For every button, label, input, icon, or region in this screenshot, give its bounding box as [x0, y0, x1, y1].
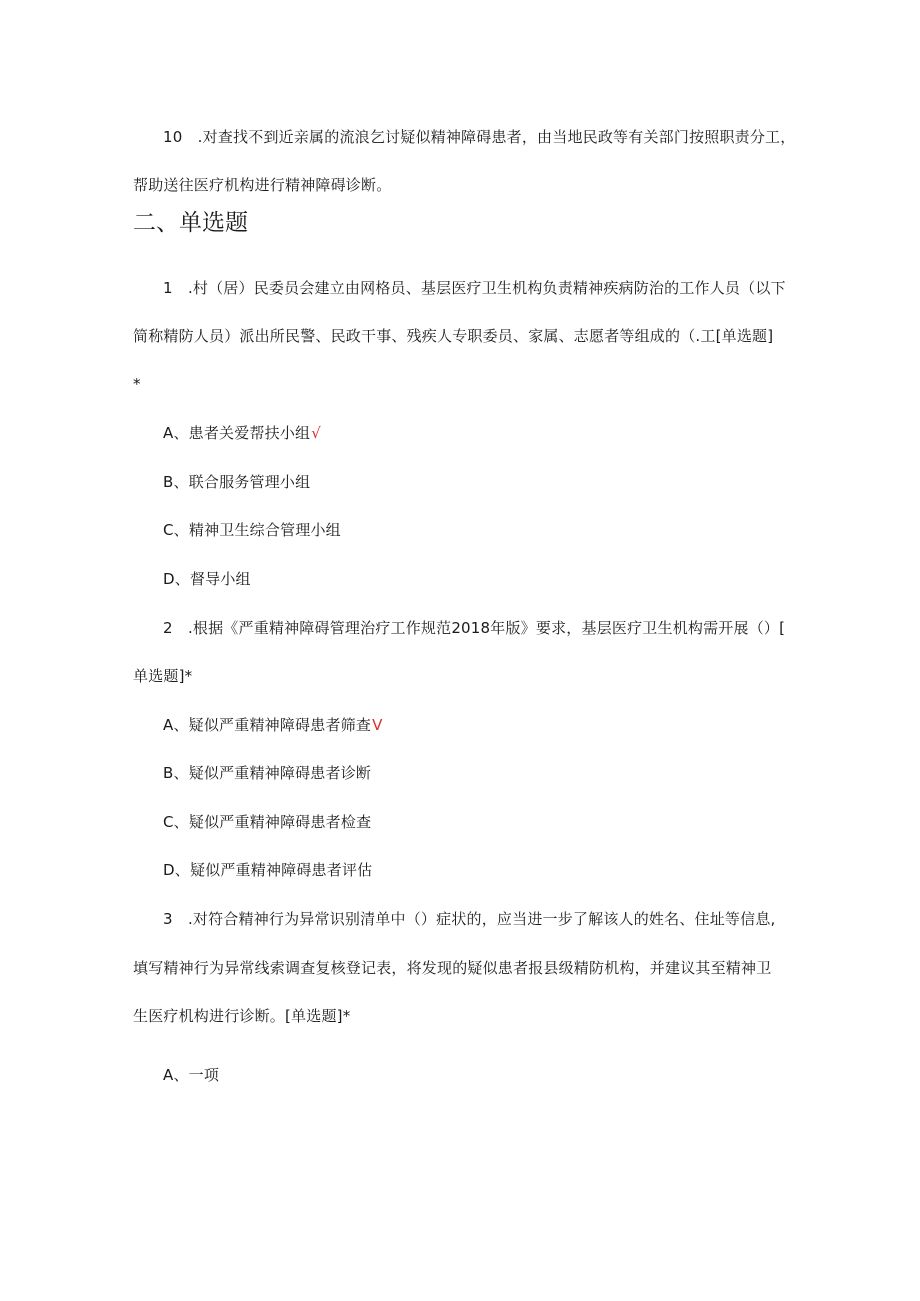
option-text: A、患者关爱帮扶小组	[163, 424, 311, 442]
question-1-line-2: 简称精防人员）派出所民警、民政干事、残疾人专职委员、家属、志愿者等组成的（.工[单选题]	[133, 327, 774, 345]
question-1-option-a[interactable]	[163, 423, 321, 443]
question-2-option-a[interactable]	[163, 715, 383, 735]
question-1-option-d[interactable]	[163, 569, 251, 589]
question-1-line-1: 1 .村（居）民委员会建立由网格员、基层医疗卫生机构负责精神疾病防治的工作人员（以下	[163, 279, 786, 297]
option-text: D、疑似严重精神障碍患者评估	[163, 861, 373, 879]
question-3-line-2: 填写精神行为异常线索调查复核登记表，将发现的疑似患者报县级精防机构，并建议其至精神卫	[133, 959, 772, 977]
option-text: C、精神卫生综合管理小组	[163, 521, 341, 539]
question-1-option-b[interactable]	[163, 472, 310, 492]
option-text: C、疑似严重精神障碍患者检查	[163, 813, 372, 831]
correct-check-icon: V	[372, 716, 383, 734]
question-3-line-3: 生医疗机构进行诊断。[单选题]*	[133, 1007, 351, 1025]
option-text: B、联合服务管理小组	[163, 473, 311, 491]
prev-question-line-1: 10 .对查找不到近亲属的流浪乞讨疑似精神障碍患者，由当地民政等有关部门按照职责分工，	[163, 128, 796, 146]
question-2-line-2: 单选题]*	[133, 667, 193, 685]
option-text: D、督导小组	[163, 570, 251, 588]
question-2-line-1: 2 .根据《严重精神障碍管理治疗工作规范2018年版》要求，基层医疗卫生机构需开展（）[	[163, 619, 786, 637]
option-text: B、疑似严重精神障碍患者诊断	[163, 764, 372, 782]
option-text: A、疑似严重精神障碍患者筛查	[163, 716, 372, 734]
question-1-line-3: *	[133, 375, 141, 393]
question-2-option-b[interactable]	[163, 763, 371, 783]
section-title: 二、单选题	[133, 210, 248, 236]
question-1-option-c[interactable]	[163, 520, 341, 540]
question-2-option-d[interactable]	[163, 860, 372, 880]
option-text: A、一项	[163, 1066, 220, 1084]
question-2-option-c[interactable]	[163, 812, 371, 832]
correct-check-icon: √	[311, 424, 322, 442]
question-3-option-a[interactable]	[163, 1065, 219, 1085]
prev-question-line-2: 帮助送往医疗机构进行精神障碍诊断。	[133, 176, 392, 194]
question-3-line-1: 3 .对符合精神行为异常识别清单中（）症状的，应当进一步了解该人的姓名、住址等信息,	[163, 910, 776, 928]
